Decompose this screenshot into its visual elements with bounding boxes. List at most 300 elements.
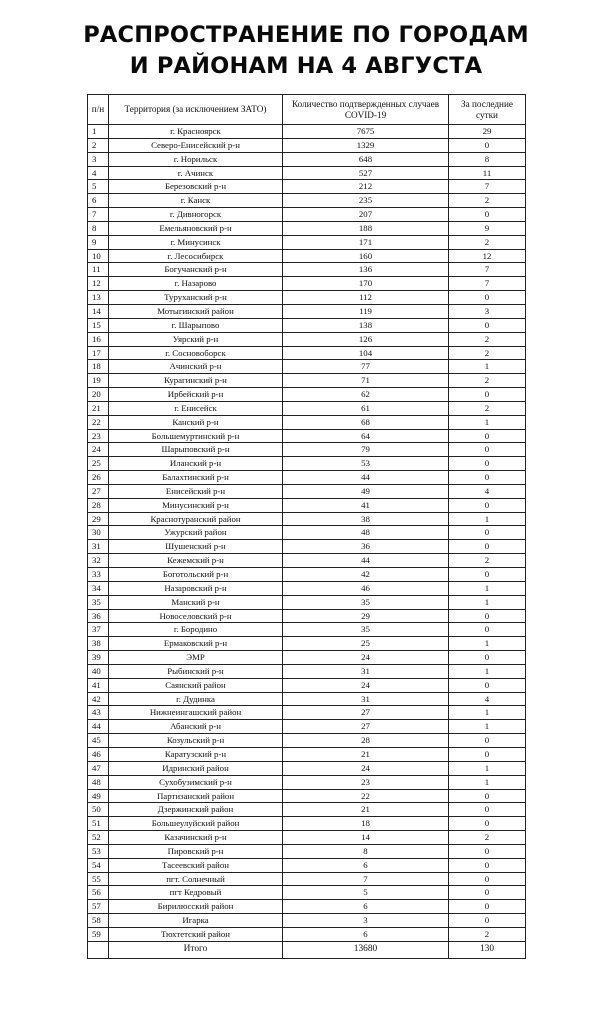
row-num: 50 (88, 803, 109, 817)
row-cases: 170 (283, 277, 449, 291)
table-row (88, 914, 526, 928)
row-cases: 71 (283, 374, 449, 388)
row-cases: 18 (283, 817, 449, 831)
row-num: 8 (88, 221, 109, 235)
row-num: 15 (88, 318, 109, 332)
row-num: 17 (88, 346, 109, 360)
row-cases: 160 (283, 249, 449, 263)
total-num-cell (88, 941, 109, 958)
row-last-day: 0 (449, 678, 526, 692)
row-last-day: 0 (449, 872, 526, 886)
table-row (88, 595, 526, 609)
row-cases: 44 (283, 554, 449, 568)
row-last-day: 1 (449, 512, 526, 526)
row-num: 11 (88, 263, 109, 277)
row-last-day: 0 (449, 318, 526, 332)
row-num: 34 (88, 581, 109, 595)
row-last-day: 0 (449, 388, 526, 402)
row-cases: 36 (283, 540, 449, 554)
row-last-day: 11 (449, 166, 526, 180)
table-row (88, 332, 526, 346)
row-cases: 6 (283, 927, 449, 941)
row-num: 5 (88, 180, 109, 194)
row-num: 22 (88, 415, 109, 429)
row-territory: Мотыгинский район (109, 304, 283, 318)
row-cases: 104 (283, 346, 449, 360)
row-cases: 61 (283, 401, 449, 415)
table-row (88, 568, 526, 582)
row-territory: Бирилюсский район (109, 900, 283, 914)
row-last-day: 2 (449, 927, 526, 941)
table-row (88, 374, 526, 388)
row-cases: 235 (283, 194, 449, 208)
row-cases: 212 (283, 180, 449, 194)
row-num: 58 (88, 914, 109, 928)
row-cases: 35 (283, 623, 449, 637)
row-territory: пгт. Солнечный (109, 872, 283, 886)
table-row (88, 734, 526, 748)
table-row (88, 429, 526, 443)
row-territory: г. Енисейск (109, 401, 283, 415)
row-last-day: 2 (449, 554, 526, 568)
row-territory: Ермаковский р-н (109, 637, 283, 651)
table-row (88, 360, 526, 374)
row-territory: г. Минусинск (109, 235, 283, 249)
row-num: 13 (88, 291, 109, 305)
row-last-day: 0 (449, 858, 526, 872)
row-cases: 7 (283, 872, 449, 886)
row-num: 36 (88, 609, 109, 623)
row-territory: Боготольский р-н (109, 568, 283, 582)
table-row (88, 484, 526, 498)
row-cases: 38 (283, 512, 449, 526)
row-num: 42 (88, 692, 109, 706)
row-num: 32 (88, 554, 109, 568)
row-num: 10 (88, 249, 109, 263)
row-territory: Саянский район (109, 678, 283, 692)
row-num: 6 (88, 194, 109, 208)
row-cases: 27 (283, 720, 449, 734)
row-cases: 64 (283, 429, 449, 443)
row-last-day: 0 (449, 623, 526, 637)
row-territory: Канский р-н (109, 415, 283, 429)
row-territory: Ирбейский р-н (109, 388, 283, 402)
row-cases: 21 (283, 803, 449, 817)
table-row (88, 180, 526, 194)
row-last-day: 0 (449, 789, 526, 803)
row-last-day: 0 (449, 138, 526, 152)
table-row (88, 249, 526, 263)
row-territory: Нижнеингашский район (109, 706, 283, 720)
row-num: 29 (88, 512, 109, 526)
row-num: 57 (88, 900, 109, 914)
row-cases: 8 (283, 844, 449, 858)
row-territory: Игарка (109, 914, 283, 928)
row-cases: 24 (283, 678, 449, 692)
row-territory: Назаровский р-н (109, 581, 283, 595)
row-cases: 112 (283, 291, 449, 305)
row-last-day: 0 (449, 803, 526, 817)
row-territory: Пировский р-н (109, 844, 283, 858)
table-row (88, 664, 526, 678)
row-last-day: 0 (449, 568, 526, 582)
table-row (88, 554, 526, 568)
row-last-day: 0 (449, 747, 526, 761)
table-row (88, 152, 526, 166)
row-last-day: 0 (449, 844, 526, 858)
row-num: 47 (88, 761, 109, 775)
row-territory: Шушенский р-н (109, 540, 283, 554)
row-last-day: 4 (449, 692, 526, 706)
row-cases: 171 (283, 235, 449, 249)
row-territory: Абанский р-н (109, 720, 283, 734)
row-last-day: 1 (449, 581, 526, 595)
row-cases: 48 (283, 526, 449, 540)
row-last-day: 0 (449, 471, 526, 485)
row-territory: Ачинский р-н (109, 360, 283, 374)
table-row (88, 263, 526, 277)
row-num: 1 (88, 125, 109, 139)
table-row (88, 609, 526, 623)
row-territory: г. Дивногорск (109, 208, 283, 222)
row-cases: 138 (283, 318, 449, 332)
row-cases: 14 (283, 831, 449, 845)
row-num: 3 (88, 152, 109, 166)
row-territory: Каратузский р-н (109, 747, 283, 761)
row-cases: 53 (283, 457, 449, 471)
table-row (88, 720, 526, 734)
table-row (88, 443, 526, 457)
row-cases: 3 (283, 914, 449, 928)
row-last-day: 1 (449, 775, 526, 789)
row-num: 20 (88, 388, 109, 402)
row-cases: 29 (283, 609, 449, 623)
table-row (88, 388, 526, 402)
table-row (88, 471, 526, 485)
row-num: 41 (88, 678, 109, 692)
row-last-day: 8 (449, 152, 526, 166)
row-territory: г. Шарыпово (109, 318, 283, 332)
row-num: 59 (88, 927, 109, 941)
row-last-day: 1 (449, 664, 526, 678)
row-num: 24 (88, 443, 109, 457)
row-territory: Манский р-н (109, 595, 283, 609)
table-row (88, 221, 526, 235)
row-last-day: 2 (449, 831, 526, 845)
row-num: 19 (88, 374, 109, 388)
header-cases: Количество подтвержденных случаев COVID-19 (283, 95, 449, 125)
table-row (88, 304, 526, 318)
row-num: 52 (88, 831, 109, 845)
title-line-2: И РАЙОНАМ НА 4 АВГУСТА (129, 53, 483, 79)
row-last-day: 0 (449, 457, 526, 471)
row-num: 33 (88, 568, 109, 582)
row-territory: Минусинский р-н (109, 498, 283, 512)
row-territory: Северо-Енисейский р-н (109, 138, 283, 152)
row-num: 18 (88, 360, 109, 374)
row-last-day: 1 (449, 706, 526, 720)
row-last-day: 1 (449, 415, 526, 429)
row-cases: 527 (283, 166, 449, 180)
row-num: 48 (88, 775, 109, 789)
row-last-day: 7 (449, 180, 526, 194)
row-territory: Большеулуйский район (109, 817, 283, 831)
row-num: 7 (88, 208, 109, 222)
row-territory: Енисейский р-н (109, 484, 283, 498)
row-num: 4 (88, 166, 109, 180)
row-cases: 21 (283, 747, 449, 761)
row-territory: Туруханский р-н (109, 291, 283, 305)
row-num: 40 (88, 664, 109, 678)
row-last-day: 1 (449, 360, 526, 374)
row-territory: г. Красноярск (109, 125, 283, 139)
total-row (88, 941, 526, 958)
row-territory: Балахтинский р-н (109, 471, 283, 485)
table-header-row (88, 95, 526, 125)
row-cases: 28 (283, 734, 449, 748)
header-territory: Территория (за исключением ЗАТО) (109, 95, 283, 125)
table-row (88, 166, 526, 180)
row-num: 45 (88, 734, 109, 748)
row-territory: Дзержинский район (109, 803, 283, 817)
row-num: 30 (88, 526, 109, 540)
row-territory: пгт Кедровый (109, 886, 283, 900)
table-row (88, 789, 526, 803)
row-last-day: 1 (449, 761, 526, 775)
row-cases: 119 (283, 304, 449, 318)
page-title (0, 20, 612, 82)
row-territory: Шарыповский р-н (109, 443, 283, 457)
row-cases: 24 (283, 761, 449, 775)
table-row (88, 761, 526, 775)
row-territory: Казачинский р-н (109, 831, 283, 845)
row-last-day: 2 (449, 374, 526, 388)
table-row (88, 651, 526, 665)
table-row (88, 346, 526, 360)
row-num: 28 (88, 498, 109, 512)
row-num: 44 (88, 720, 109, 734)
row-num: 27 (88, 484, 109, 498)
row-last-day: 7 (449, 263, 526, 277)
row-num: 43 (88, 706, 109, 720)
table-row (88, 623, 526, 637)
table-row (88, 886, 526, 900)
row-last-day: 0 (449, 900, 526, 914)
title-line-1: РАСПРОСТРАНЕНИЕ ПО ГОРОДАМ (83, 22, 529, 48)
table-row (88, 512, 526, 526)
row-num: 56 (88, 886, 109, 900)
row-territory: Иланский р-н (109, 457, 283, 471)
row-territory: Большемуртинский р-н (109, 429, 283, 443)
row-territory: г. Канск (109, 194, 283, 208)
row-cases: 6 (283, 900, 449, 914)
table-row (88, 235, 526, 249)
table-row (88, 927, 526, 941)
row-territory: Емельяновский р-н (109, 221, 283, 235)
row-cases: 25 (283, 637, 449, 651)
row-cases: 5 (283, 886, 449, 900)
row-last-day: 0 (449, 443, 526, 457)
table-row (88, 637, 526, 651)
row-last-day: 3 (449, 304, 526, 318)
row-territory: Богучанский р-н (109, 263, 283, 277)
row-cases: 41 (283, 498, 449, 512)
row-last-day: 2 (449, 346, 526, 360)
row-num: 37 (88, 623, 109, 637)
row-cases: 126 (283, 332, 449, 346)
table-row (88, 208, 526, 222)
row-cases: 136 (283, 263, 449, 277)
row-last-day: 0 (449, 651, 526, 665)
table-row (88, 872, 526, 886)
row-last-day: 0 (449, 540, 526, 554)
row-territory: Краснотуранский район (109, 512, 283, 526)
total-label: Итого (109, 941, 283, 958)
row-territory: Тасеевский район (109, 858, 283, 872)
table-row (88, 125, 526, 139)
row-last-day: 0 (449, 734, 526, 748)
row-cases: 7675 (283, 125, 449, 139)
row-num: 55 (88, 872, 109, 886)
table-row (88, 803, 526, 817)
table-row (88, 692, 526, 706)
row-cases: 44 (283, 471, 449, 485)
row-territory: г. Ачинск (109, 166, 283, 180)
row-territory: ЭМР (109, 651, 283, 665)
row-last-day: 7 (449, 277, 526, 291)
row-num: 16 (88, 332, 109, 346)
table-row (88, 457, 526, 471)
row-last-day: 2 (449, 332, 526, 346)
row-last-day: 0 (449, 817, 526, 831)
row-last-day: 2 (449, 194, 526, 208)
row-last-day: 0 (449, 609, 526, 623)
row-territory: Новоселовский р-н (109, 609, 283, 623)
row-last-day: 9 (449, 221, 526, 235)
row-num: 12 (88, 277, 109, 291)
row-last-day: 1 (449, 720, 526, 734)
row-cases: 27 (283, 706, 449, 720)
row-last-day: 0 (449, 498, 526, 512)
row-cases: 648 (283, 152, 449, 166)
row-last-day: 0 (449, 208, 526, 222)
row-cases: 23 (283, 775, 449, 789)
row-num: 35 (88, 595, 109, 609)
row-territory: Партизанский район (109, 789, 283, 803)
row-territory: Козульский р-н (109, 734, 283, 748)
row-num: 54 (88, 858, 109, 872)
table-row (88, 291, 526, 305)
table-row (88, 706, 526, 720)
row-last-day: 12 (449, 249, 526, 263)
row-cases: 188 (283, 221, 449, 235)
table-row (88, 900, 526, 914)
row-last-day: 0 (449, 886, 526, 900)
row-last-day: 2 (449, 401, 526, 415)
table-row (88, 415, 526, 429)
header-num: п/н (88, 95, 109, 125)
row-territory: г. Бородино (109, 623, 283, 637)
row-num: 14 (88, 304, 109, 318)
row-territory: г. Лесосибирск (109, 249, 283, 263)
table-row (88, 817, 526, 831)
row-cases: 68 (283, 415, 449, 429)
row-num: 38 (88, 637, 109, 651)
table-row (88, 831, 526, 845)
row-last-day: 1 (449, 595, 526, 609)
row-territory: Уярский р-н (109, 332, 283, 346)
total-last-day: 130 (449, 941, 526, 958)
table-row (88, 498, 526, 512)
row-cases: 24 (283, 651, 449, 665)
row-cases: 22 (283, 789, 449, 803)
table-body (88, 125, 526, 942)
row-territory: Курагинский р-н (109, 374, 283, 388)
table-row (88, 526, 526, 540)
row-territory: Березовский р-н (109, 180, 283, 194)
row-cases: 207 (283, 208, 449, 222)
row-territory: Рыбинский р-н (109, 664, 283, 678)
row-num: 21 (88, 401, 109, 415)
row-territory: г. Назарово (109, 277, 283, 291)
row-territory: Кежемский р-н (109, 554, 283, 568)
table-row (88, 540, 526, 554)
row-cases: 46 (283, 581, 449, 595)
table-row (88, 581, 526, 595)
row-num: 9 (88, 235, 109, 249)
row-territory: Ужурский район (109, 526, 283, 540)
row-cases: 6 (283, 858, 449, 872)
table-row (88, 844, 526, 858)
row-last-day: 0 (449, 291, 526, 305)
row-num: 23 (88, 429, 109, 443)
table-row (88, 678, 526, 692)
table-row (88, 747, 526, 761)
row-cases: 62 (283, 388, 449, 402)
row-cases: 42 (283, 568, 449, 582)
row-last-day: 2 (449, 235, 526, 249)
table-row (88, 138, 526, 152)
row-territory: г. Дудинка (109, 692, 283, 706)
row-territory: г. Сосновоборск (109, 346, 283, 360)
row-num: 2 (88, 138, 109, 152)
row-territory: Идринский район (109, 761, 283, 775)
row-num: 53 (88, 844, 109, 858)
row-cases: 79 (283, 443, 449, 457)
row-last-day: 4 (449, 484, 526, 498)
row-num: 25 (88, 457, 109, 471)
header-last-day: За последние сутки (449, 95, 526, 125)
table-row (88, 318, 526, 332)
row-num: 49 (88, 789, 109, 803)
table-row (88, 194, 526, 208)
row-territory: г. Норильск (109, 152, 283, 166)
row-cases: 31 (283, 692, 449, 706)
row-num: 46 (88, 747, 109, 761)
row-last-day: 0 (449, 914, 526, 928)
row-cases: 77 (283, 360, 449, 374)
row-num: 26 (88, 471, 109, 485)
table-row (88, 401, 526, 415)
row-last-day: 0 (449, 526, 526, 540)
row-cases: 1329 (283, 138, 449, 152)
table-row (88, 277, 526, 291)
row-cases: 31 (283, 664, 449, 678)
cases-table (87, 94, 526, 959)
row-last-day: 1 (449, 637, 526, 651)
total-cases: 13680 (283, 941, 449, 958)
row-territory: Тюхтетский район (109, 927, 283, 941)
